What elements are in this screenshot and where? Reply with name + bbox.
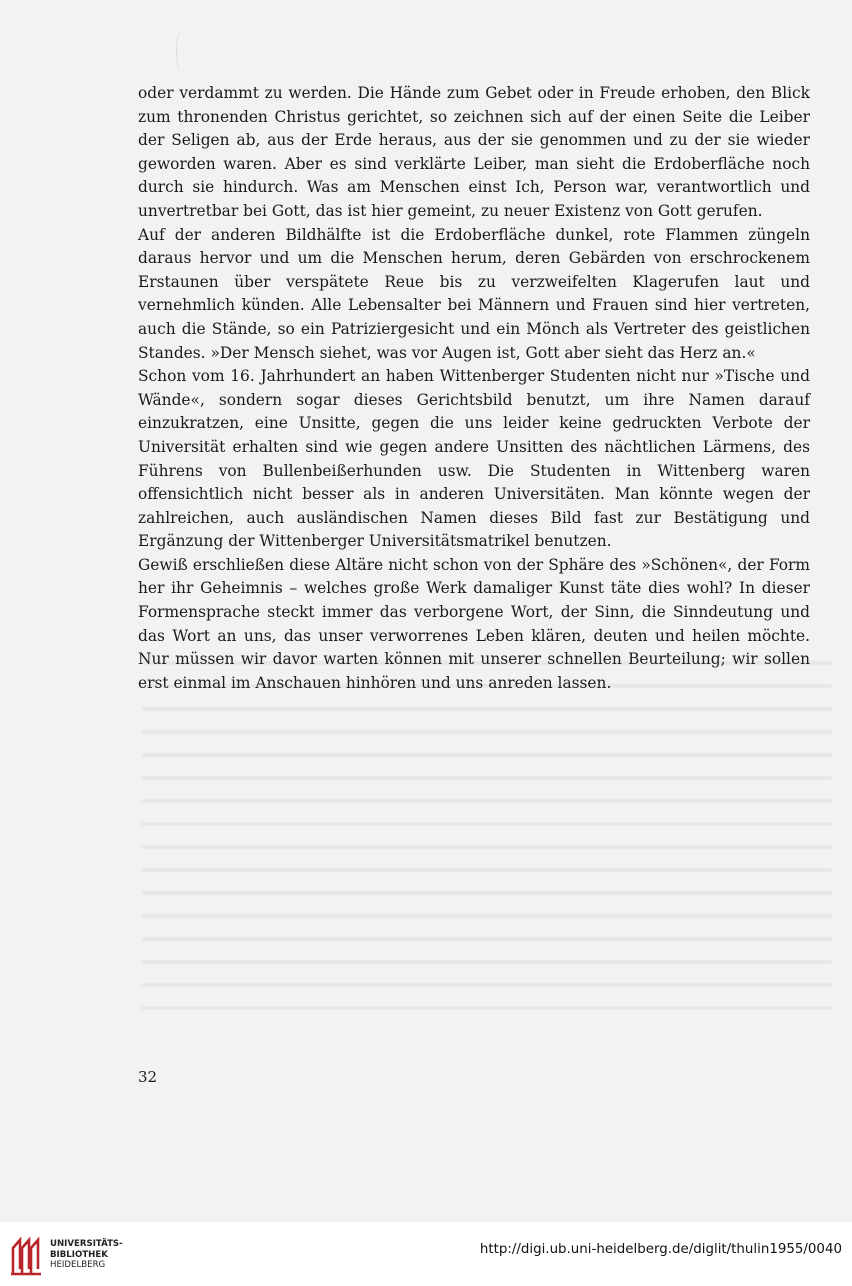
library-logo[interactable]: [10, 1236, 123, 1276]
permalink-url[interactable]: http://digi.ub.uni-heidelberg.de/diglit/thulin1955/0040: [479, 1242, 842, 1257]
logo-line: BIBLIOTHEK: [50, 1249, 108, 1260]
logo-line: HEIDELBERG: [50, 1260, 106, 1270]
logo-line: UNIVERSITÄTS-: [50, 1239, 123, 1249]
footer-bar: [0, 1222, 852, 1286]
library-logo-icon: [10, 1236, 44, 1276]
margin-mark: [176, 30, 187, 72]
paragraph: Schon vom 16. Jahrhundert an haben Wittenberger Studenten nicht nur »Tische und Wände«, sondern sogar dieses Gerichtsbild benutzt, um ihre Namen darauf einzukratzen, eine Unsitte, gegen die uns leider keine gedruckten Verbote der Universität erhalten sind wie gegen andere Unsitten des nächtlichen Lärmens, des Führens von Bullenbeißerhunden usw. Die Studenten in Wittenberg waren offensichtlich nicht besser als in anderen Universitäten. Man könnte wegen der zahlreichen, auch ausländischen Namen dieses Bild fast zur Bestätigung und Ergänzung der Wittenberger Universitätsmatrikel benutzen.: [138, 367, 810, 551]
show-through-text: [142, 648, 832, 1028]
paragraph: Auf der anderen Bildhälfte ist die Erdoberfläche dunkel, rote Flammen züngeln daraus hervor und um die Menschen herum, deren Gebärden von erschrockenem Erstaunen über verspätete Reue bis zu verzweifelten Klagerufen laut und vernehmlich künden. Alle Lebensalter bei Männern und Frauen sind hier vertreten, auch die Stände, so ein Patriziergesicht und ein Mönch als Vertreter des geistlichen Standes. »Der Mensch siehet, was vor Augen ist, Gott aber sieht das Herz an.«: [138, 225, 810, 362]
library-logo-text: [50, 1239, 123, 1271]
paragraph: Gewiß erschließen diese Altäre nicht schon von der Sphäre des »Schönen«, der Form her ihr Geheimnis – welches große Werk damaliger Kunst täte dies wohl? In dieser Formensprache steckt immer das verborgene Wort, der Sinn, die Sinndeutung und das Wort an uns, das unser verworrenes Leben klären, deuten und heilen möchte. Nur müssen wir davor warten können mit unserer schnellen Beurteilung; wir sollen erst einmal im Anschauen hinhören und uns anreden lassen.: [138, 555, 810, 692]
page-number: 32: [138, 1068, 158, 1086]
paragraph: oder verdammt zu werden. Die Hände zum Gebet oder in Freude erhoben, den Blick zum thronenden Christus gerichtet, so zeichnen sich auf der einen Seite die Leiber der Seligen ab, aus der Erde heraus, aus der sie genommen und zu der sie wieder geworden waren. Aber es sind verklärte Leiber, man sieht die Erdoberfläche noch durch sie hindurch. Was am Menschen einst Ich, Person war, verantwortlich und unvertretbar bei Gott, das ist hier gemeint, zu neuer Existenz von Gott gerufen.: [138, 84, 810, 220]
body-text: [138, 82, 810, 695]
